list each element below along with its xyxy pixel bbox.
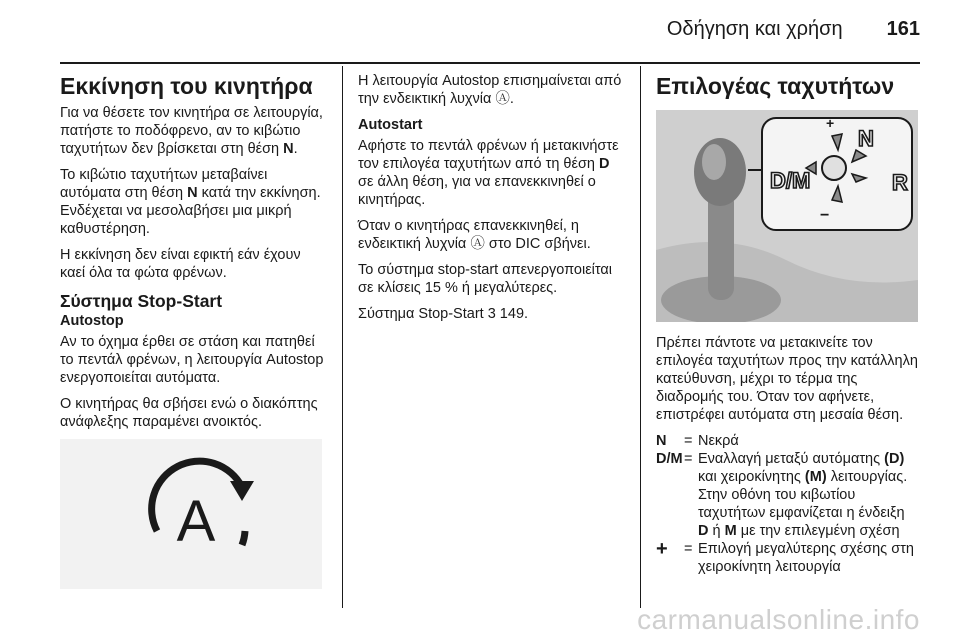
section-heading-selector-lever: Επιλογέας ταχυτήτων <box>656 73 895 99</box>
column-divider-2 <box>640 66 641 608</box>
paragraph: Αν το όχημα έρθει σε στάση και πατηθεί το πεντάλ φρένων, η λειτουργία Autostop ενεργοποιείται αυτόματα. <box>60 334 324 386</box>
definition-row: + = Επιλογή μεγαλύτερης σχέσης στη χειροκίνητη λειτουργία <box>656 538 914 575</box>
paragraph: Ο κινητήρας θα σβήσει ενώ ο διακόπτης ανάφλεξης παραμένει ανοικτός. <box>60 396 318 430</box>
svg-text:N: N <box>858 126 874 151</box>
page-number: 161 <box>886 18 920 40</box>
column-2 <box>358 72 624 331</box>
paragraph: Για να θέσετε τον κινητήρα σε λειτουργία, πατήστε το ποδόφρενο, αν το κιβώτιο ταχυτήτων δεν βρίσκεται στη θέση N. <box>60 105 323 157</box>
subheading-autostart: Autostart <box>358 117 423 133</box>
column-divider-1 <box>342 66 343 608</box>
paragraph: Όταν ο κινητήρας επανεκκινηθεί, η ενδεικτική λυχνία Ⓐ στο DIC σβήνει. <box>358 218 591 252</box>
autostop-indicator-illustration <box>60 439 322 589</box>
paragraph: Το κιβώτιο ταχυτήτων μεταβαίνει αυτόματα στη θέση N κατά την εκκίνηση. Ενδέχεται να μεσολαβήσει μια μικρή καθυστέρηση. <box>60 167 321 237</box>
paragraph: Αφήστε το πεντάλ φρένων ή μετακινήστε τον επιλογέα ταχυτήτων από τη θέση D σε άλλη θέση, για να επανεκκινηθεί ο κινητήρας. <box>358 138 619 208</box>
svg-text:R: R <box>892 170 908 195</box>
column-1 <box>60 72 328 589</box>
autostop-lamp-icon: Ⓐ <box>495 91 510 107</box>
svg-text:−: − <box>820 207 830 224</box>
paragraph: Πρέπει πάντοτε να μετακινείτε τον επιλογέα ταχυτήτων προς την κατάλληλη κατεύθυνση, μέχρι το τέρμα της διαδρομής του. Όταν τον αφήνετε, επιστρέφει αυτόματα στη μεσαία θέση. <box>656 335 918 423</box>
subheading-autostop: Autostop <box>60 313 124 329</box>
header-title: Οδήγηση και χρήση <box>666 18 843 40</box>
paragraph: Σύστημα Stop-Start 3 149. <box>358 306 529 322</box>
page-reference-link[interactable]: 3 149. <box>487 306 529 322</box>
autostop-icon <box>60 439 322 589</box>
selector-lever-illustration <box>656 110 918 322</box>
definition-row: N = Νεκρά <box>656 433 739 449</box>
plus-icon: + <box>656 538 668 560</box>
gear-selector-image <box>656 110 918 322</box>
paragraph: Η εκκίνηση δεν είναι εφικτή εάν έχουν καεί όλα τα φώτα φρένων. <box>60 247 301 281</box>
autostop-lamp-icon: Ⓐ <box>470 236 485 252</box>
watermark: carmanualsonline.info <box>637 604 920 635</box>
paragraph: Το σύστημα stop-start απενεργοποιείται σε κλίσεις 15 % ή μεγαλύτερες. <box>358 262 613 296</box>
section-heading-engine-start: Εκκίνηση του κινητήρα <box>60 73 313 99</box>
subheading-stop-start: Σύστημα Stop-Start <box>60 291 223 311</box>
svg-text:A: A <box>176 489 216 554</box>
definition-list <box>656 432 918 576</box>
paragraph: Η λειτουργία Autostop επισημαίνεται από την ενδεικτική λυχνία Ⓐ. <box>358 73 622 107</box>
svg-text:D/M: D/M <box>770 168 811 193</box>
definition-row: D/M = Εναλλαγή μεταξύ αυτόματης (D) και χειροκίνητης (M) λειτουργίας. Στην οθόνη του κιβωτίου ταχυτήτων εμφανίζεται η ένδειξη D ή M με την επιλεγμένη σχέση <box>656 451 908 539</box>
header-rule <box>60 62 920 64</box>
svg-text:+: + <box>826 115 835 131</box>
page-header <box>667 18 920 41</box>
column-3 <box>656 72 922 576</box>
